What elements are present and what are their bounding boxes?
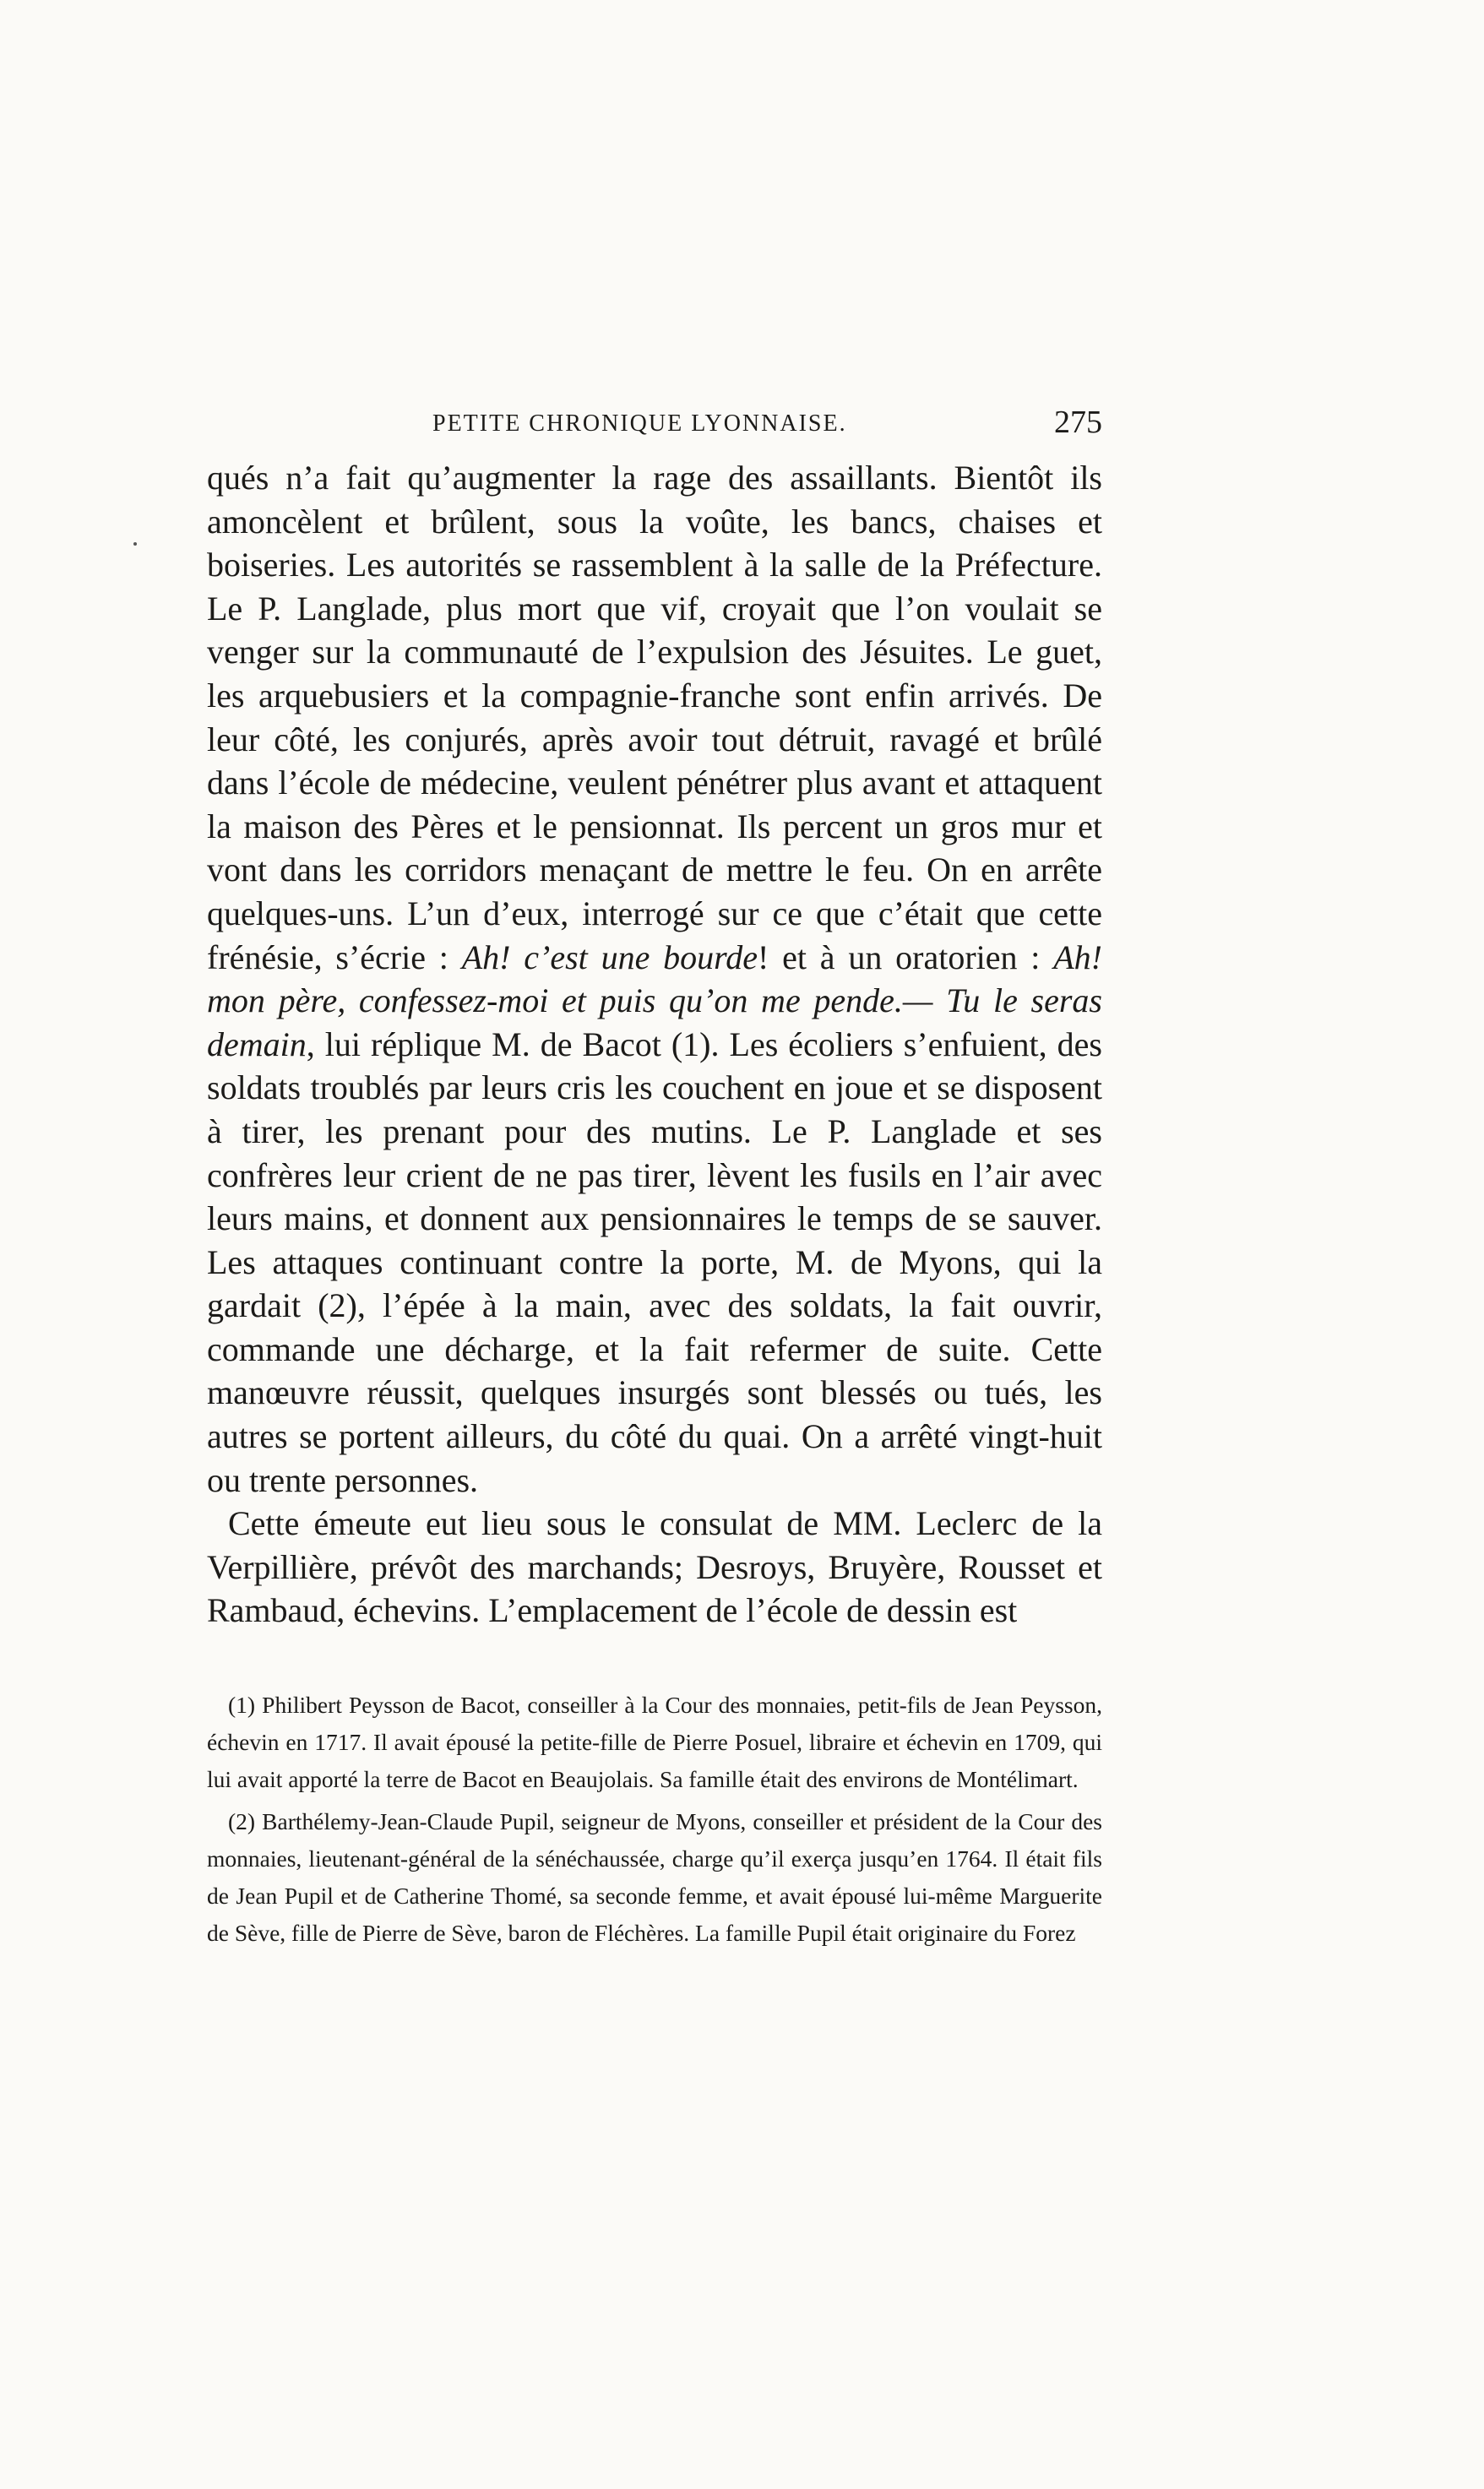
running-head-title: PETITE CHRONIQUE LYONNAISE. <box>432 410 847 437</box>
text-run: ! et à un oratorien : <box>757 937 1054 976</box>
paragraph-2: Cette émeute eut lieu sous le consulat de MM. Leclerc de la Verpillière, prévôt des marchands; Desroys, Bruyère, Rousset et Rambaud, échevins. L’emplacement de l’école de dessin est <box>207 1504 1102 1630</box>
text-run: qués n’a fait qu’augmenter la rage des assaillants. Bientôt ils amoncèlent et brûlent, sous la voûte, les bancs, chaises et boiseries. Les autorités se rassemblent à la salle de la Préfecture. Le P. Langlade, plus mort que vif, croyait que l’on voulait se venger sur la communauté de l’expulsion des Jésuites. Le guet, les arquebusiers et la compagnie-franche sont enfin arrivés. De leur côté, les conjurés, après avoir tout détruit, ravagé et brûlé dans l’école de médecine, veulent pénétrer plus avant et attaquent la maison des Pères et le pensionnat. Ils percent un gros mur et vont dans les corridors menaçant de mettre le feu. On en arrête quelques-uns. L’un d’eux, interrogé sur ce que c’était que cette frénésie, s’écrie : <box>207 459 1102 976</box>
book-page <box>207 397 1102 1957</box>
ink-speck <box>133 542 137 546</box>
page-number: 275 <box>1054 405 1102 440</box>
footnote-2: (2) Barthélemy-Jean-Claude Pupil, seigneur de Myons, conseiller et président de la Cour des monnaies, lieutenant-général de la sénéchaussée, charge qu’il exerça jusqu’en 1764. Il était fils de Jean Pupil et de Catherine Thomé, sa seconde femme, et avait épousé lui-même Marguerite de Sève, fille de Pierre de Sève, baron de Fléchères. La famille Pupil était originaire du Forez <box>207 1808 1102 1947</box>
italic-quote: Ah! mon père, confessez-moi et puis qu’on me pende.— Tu le seras demain <box>207 937 1102 1063</box>
text-run: , lui réplique M. de Bacot (1). Les écoliers s’enfuient, des soldats troublés par leurs cris les couchent en joue et se disposent à tirer, les prenant pour des mutins. Le P. Langlade et ses confrères leur crient de ne pas tirer, lèvent les fusils en l’air avec leurs mains, et donnent aux pensionnaires le temps de se sauver. Les attaques continuant contre la porte, M. de Myons, qui la gardait (2), l’épée à la main, avec des soldats, la fait ouvrir, commande une décharge, et la fait refermer de suite. Cette manœuvre réussit, quelques insurgés sont blessés ou tués, les autres se portent ailleurs, du côté du quai. On a arrêté vingt-huit ou trente personnes. <box>207 1024 1102 1499</box>
footnotes <box>207 1687 1102 1952</box>
main-text <box>207 456 1102 1633</box>
paragraph-1 <box>207 456 1102 1502</box>
running-head <box>207 397 1102 456</box>
footnote-1: (1) Philibert Peysson de Bacot, conseiller à la Cour des monnaies, petit-fils de Jean Peysson, échevin en 1717. Il avait épousé la petite-fille de Pierre Posuel, libraire et échevin en 1709, qui lui avait apporté la terre de Bacot en Beaujolais. Sa famille était des environs de Montélimart. <box>207 1692 1102 1793</box>
italic-quote: Ah! c’est une bourde <box>461 937 758 976</box>
